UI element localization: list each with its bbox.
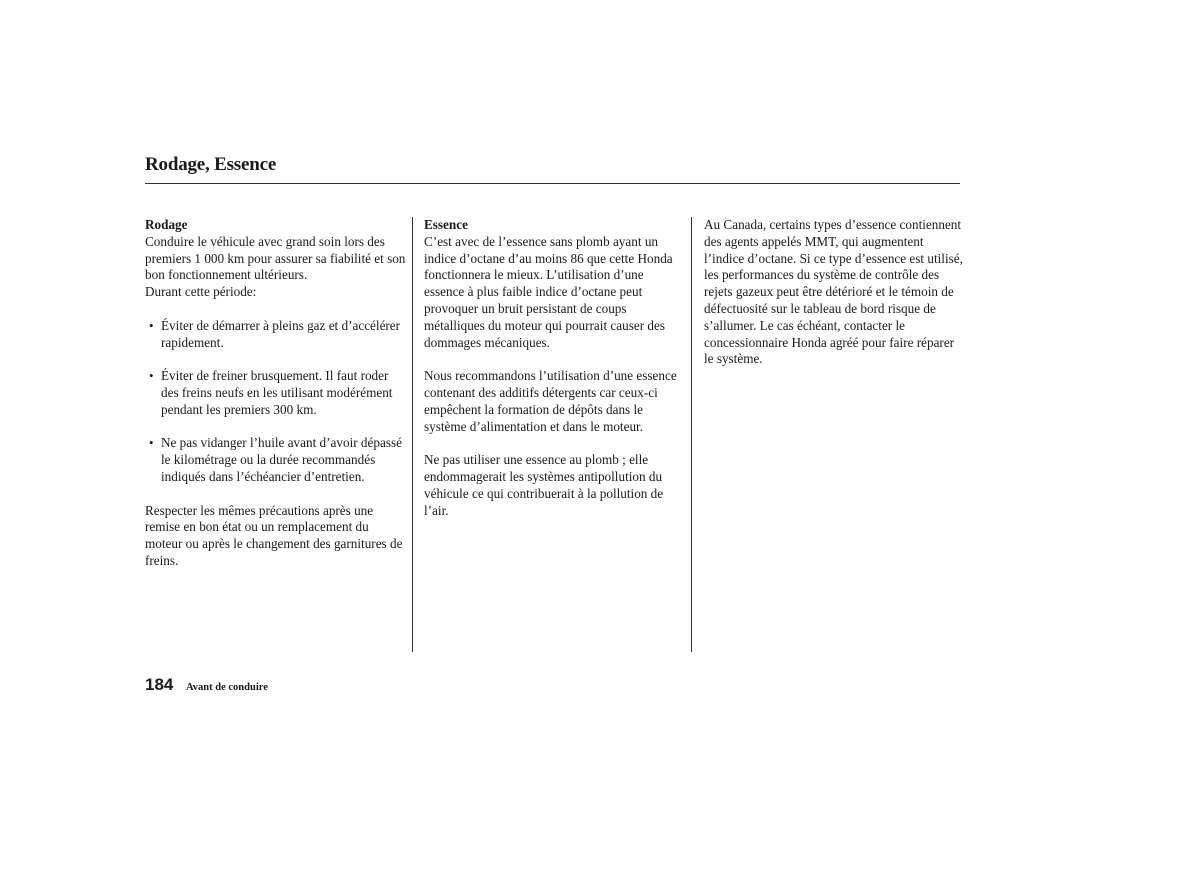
rodage-closing: Respecter les mêmes précautions après une remise en bon état ou un remplacement du moteur ou après le changement des garnitures de freins. xyxy=(145,502,403,568)
spacer xyxy=(424,351,686,368)
bullet-icon: • xyxy=(149,435,154,451)
footer-section-name: Avant de conduire xyxy=(186,682,268,693)
spacer xyxy=(145,301,407,318)
rodage-heading: Rodage xyxy=(145,217,188,232)
page-number: 184 xyxy=(145,675,174,694)
list-item xyxy=(145,318,407,352)
rodage-bullet-list xyxy=(145,318,407,486)
list-item xyxy=(145,368,407,418)
bullet-text: Éviter de démarrer à pleins gaz et d’accélérer rapidement. xyxy=(161,317,401,350)
bullet-text: Éviter de freiner brusquement. Il faut roder des freins neufs en les utilisant modérément pendant les premiers 300 km. xyxy=(161,368,393,417)
bullet-text: Ne pas vidanger l’huile avant d’avoir dépassé le kilométrage ou la durée recommandés indiqués dans l’échéancier d’entretien. xyxy=(161,435,402,484)
column-divider xyxy=(412,217,413,652)
page-title: Rodage, Essence xyxy=(145,154,277,175)
bullet-icon: • xyxy=(149,317,154,333)
column-divider xyxy=(691,217,692,652)
title-rule xyxy=(145,183,960,184)
list-item xyxy=(145,435,407,485)
essence-paragraph: Ne pas utiliser une essence au plomb ; elle endommagerait les systèmes antipollution du véhicule ce qui contribuerait à la pollution de l’air. xyxy=(424,452,664,518)
rodage-lead: Durant cette période: xyxy=(145,284,257,300)
column-essence xyxy=(424,217,686,519)
spacer xyxy=(424,435,686,452)
column-canada xyxy=(704,217,966,368)
rodage-intro: Conduire le véhicule avec grand soin lors des premiers 1 000 km pour assurer sa fiabilité et son bon fonctionnement ultérieurs. xyxy=(145,233,406,283)
bullet-icon: • xyxy=(149,368,154,384)
canada-paragraph: Au Canada, certains types d’essence contiennent des agents appelés MMT, qui augmentent l’indice d’octane. Si ce type d’essence est utilisé, les performances du système de contrôle des rejets gazeux peut être détérioré et le témoin de défectuosité sur le tableau de bord risque de s’allumer. Le cas échéant, contacter le concessionnaire Honda agréé pour faire réparer le système. xyxy=(704,217,963,367)
essence-heading: Essence xyxy=(424,217,468,232)
column-rodage xyxy=(145,217,407,570)
essence-paragraph: C’est avec de l’essence sans plomb ayant un indice d’octane d’au moins 86 que cette Honda fonctionnera le mieux. L’utilisation d’une essence à plus faible indice d’octane peut provoquer un bruit persistant de coups métalliques du moteur qui pourrait causer des dommages mécaniques. xyxy=(424,233,673,350)
essence-paragraph: Nous recommandons l’utilisation d’une essence contenant des additifs détergents car ceux-ci empêchent la formation de dépôts dans le système d’alimentation et dans le moteur. xyxy=(424,368,677,434)
